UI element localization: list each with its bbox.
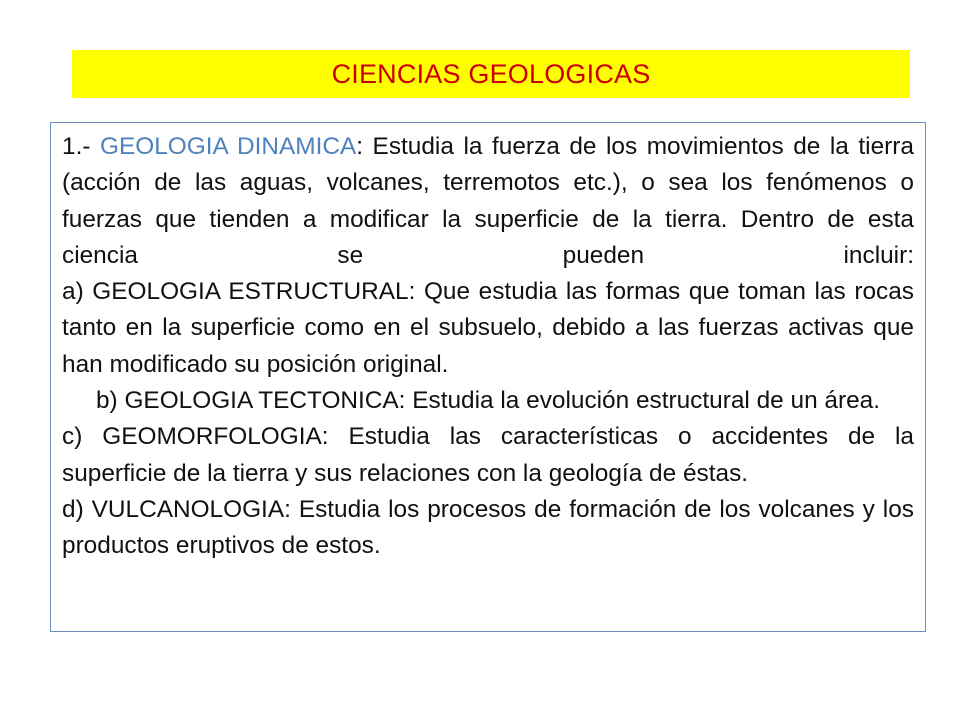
item-geologia-tectonica: b) GEOLOGIA TECTONICA: Estudia la evolución estructural de un área. — [95, 387, 881, 415]
intro-term: GEOLOGIA DINAMICA — [100, 133, 357, 160]
page-title: CIENCIAS GEOLOGICAS — [331, 58, 651, 89]
content-box — [50, 122, 926, 632]
intro-paragraph — [62, 129, 914, 274]
intro-text: : Estudia la fuerza de los movimientos de la tierra (acción de las aguas, volcanes, terremotos etc.), o sea los fenómenos o fuerzas que tienden a modificar la superficie de la tierra. Dentro de esta ciencia se pueden incluir: — [62, 133, 914, 269]
intro-number: 1.- — [62, 133, 101, 160]
item-vulcanologia: d) VULCANOLOGIA: Estudia los procesos de formación de los volcanes y los productos eruptivos de estos. — [62, 495, 914, 560]
item-geologia-estructural: a) GEOLOGIA ESTRUCTURAL: Que estudia las formas que toman las rocas tanto en la superficie como en el subsuelo, debido a las fuerzas activas que han modificado su posición original. — [62, 278, 914, 378]
item-geomorfologia: c) GEOMORFOLOGIA: Estudia las características o accidentes de la superficie de la tierra y sus relaciones con la geología de éstas. — [62, 423, 914, 487]
title-bar — [72, 50, 910, 98]
